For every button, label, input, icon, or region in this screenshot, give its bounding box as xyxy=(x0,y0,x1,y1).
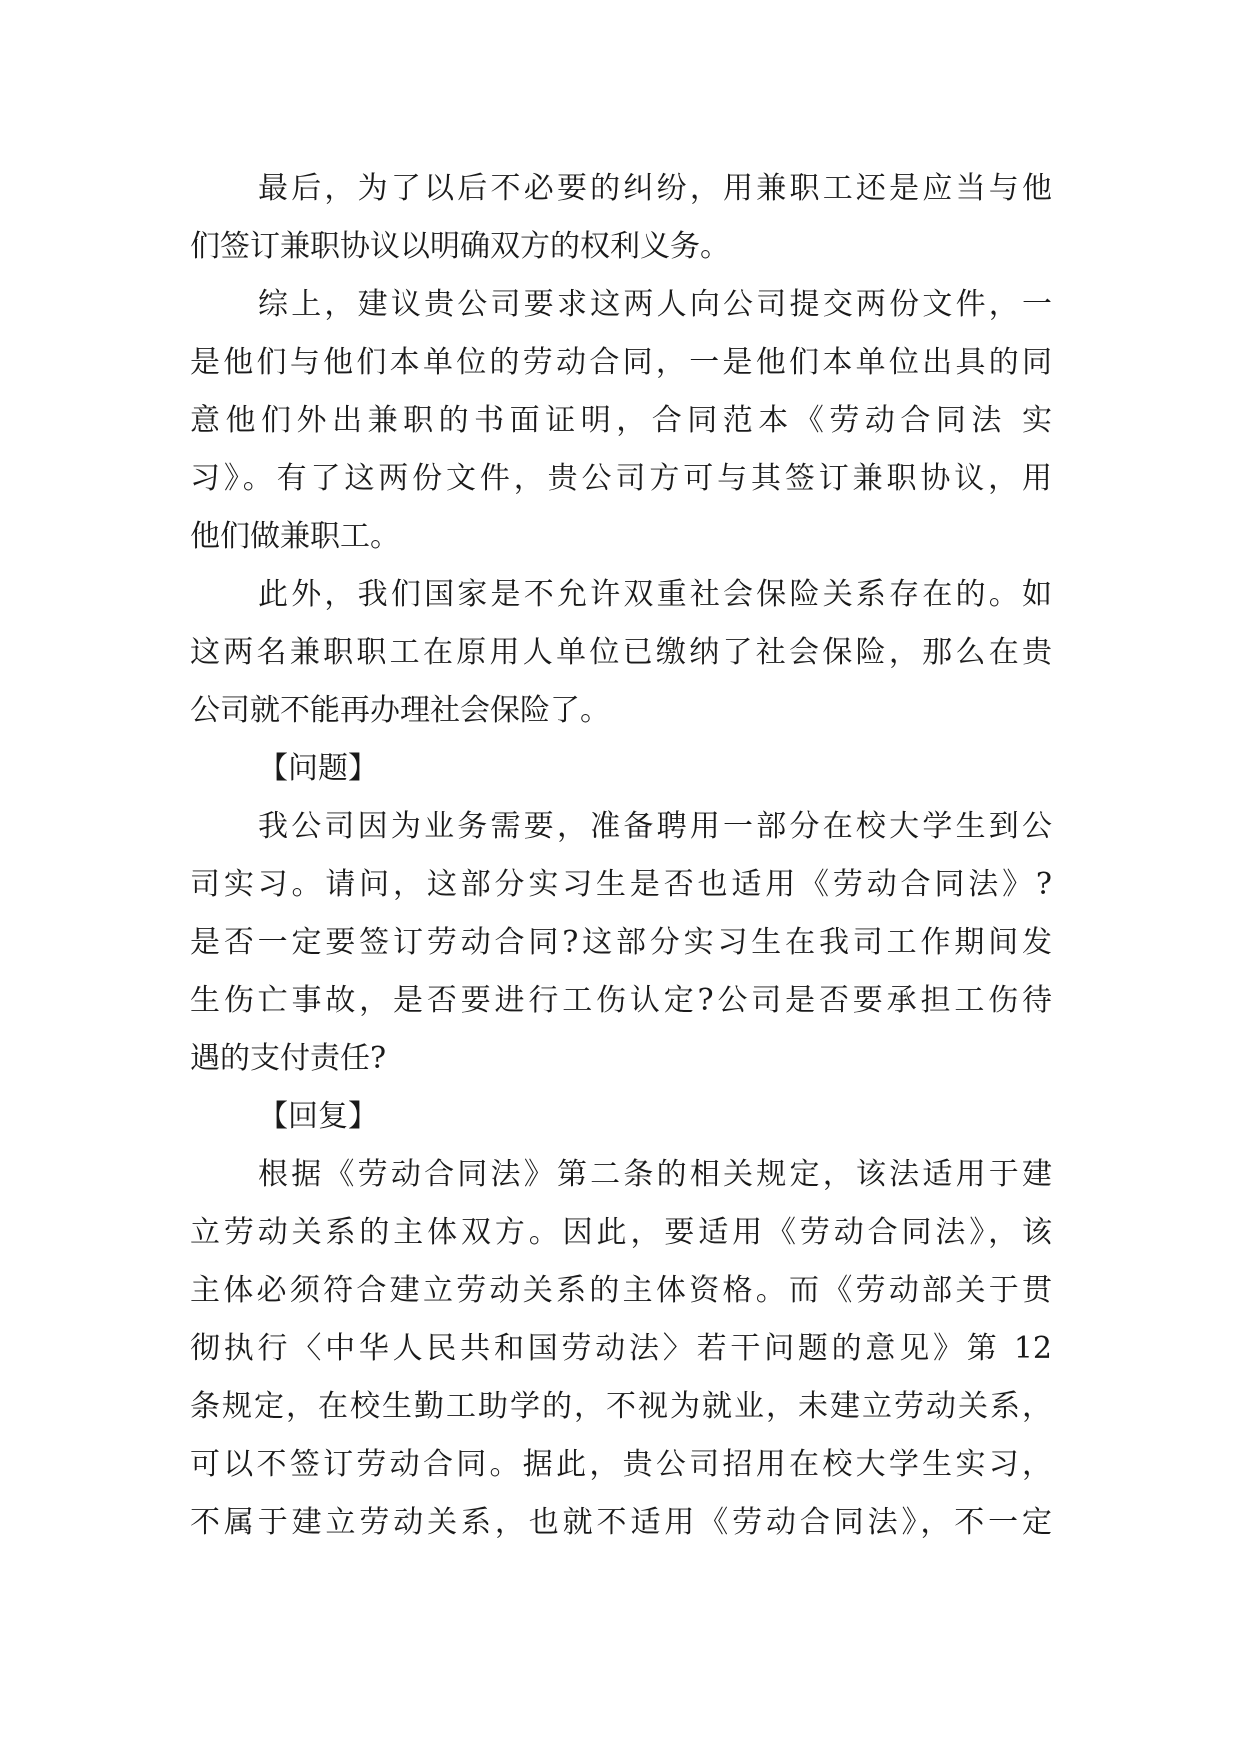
text-line: 意他们外出兼职的书面证明，合同范本《劳动合同法 实 xyxy=(190,403,1052,438)
text-line: 习》。有了这两份文件，贵公司方可与其签订兼职协议，用 xyxy=(190,461,1052,496)
text-line: 彻执行〈中华人民共和国劳动法〉若干问题的意见》第 12 xyxy=(190,1331,1052,1366)
text-line: 是他们与他们本单位的劳动合同，一是他们本单位出具的同 xyxy=(190,345,1052,380)
heading-question: 【问题】 xyxy=(258,751,378,786)
paragraph-question xyxy=(190,798,1052,1088)
paragraph-social-insurance xyxy=(190,566,1052,740)
text-line: 最后，为了以后不必要的纠纷，用兼职工还是应当与他 xyxy=(258,171,1052,206)
text-line: 不属于建立劳动关系，也就不适用《劳动合同法》，不一定 xyxy=(190,1505,1052,1540)
text-line: 遇的支付责任? xyxy=(190,1041,387,1076)
section-heading-question xyxy=(190,740,1052,798)
document-body xyxy=(190,160,1052,1552)
heading-reply: 【回复】 xyxy=(258,1099,378,1134)
text-line: 生伤亡事故，是否要进行工伤认定?公司是否要承担工伤待 xyxy=(190,983,1052,1018)
paragraph-reply xyxy=(190,1146,1052,1552)
text-line: 我公司因为业务需要，准备聘用一部分在校大学生到公 xyxy=(258,809,1052,844)
text-line: 这两名兼职职工在原用人单位已缴纳了社会保险，那么在贵 xyxy=(190,635,1052,670)
text-line: 此外，我们国家是不允许双重社会保险关系存在的。如 xyxy=(258,577,1052,612)
text-line: 条规定，在校生勤工助学的，不视为就业，未建立劳动关系， xyxy=(190,1389,1052,1424)
text-line: 根据《劳动合同法》第二条的相关规定，该法适用于建 xyxy=(258,1157,1052,1192)
text-line: 公司就不能再办理社会保险了。 xyxy=(190,693,610,728)
text-line: 们签订兼职协议以明确双方的权利义务。 xyxy=(190,229,730,264)
text-line: 立劳动关系的主体双方。因此，要适用《劳动合同法》，该 xyxy=(190,1215,1052,1250)
paragraph-part-time-agreement xyxy=(190,160,1052,276)
text-line: 主体必须符合建立劳动关系的主体资格。而《劳动部关于贯 xyxy=(190,1273,1052,1308)
section-heading-reply xyxy=(190,1088,1052,1146)
text-line: 可以不签订劳动合同。据此，贵公司招用在校大学生实习， xyxy=(190,1447,1052,1482)
text-line: 综上，建议贵公司要求这两人向公司提交两份文件，一 xyxy=(258,287,1052,322)
text-line: 是否一定要签订劳动合同?这部分实习生在我司工作期间发 xyxy=(190,925,1052,960)
text-line: 司实习。请问，这部分实习生是否也适用《劳动合同法》? xyxy=(190,867,1052,902)
paragraph-summary-advice xyxy=(190,276,1052,566)
text-line: 他们做兼职工。 xyxy=(190,519,400,554)
